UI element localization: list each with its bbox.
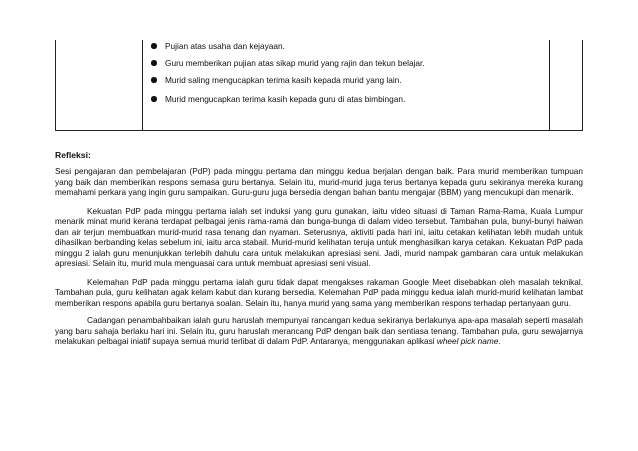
paragraph: Kekuatan PdP pada minggu pertama ialah set induksi yang guru gunakan, iaitu video situasi di Taman Rama-Rama, Kuala Lumpur menarik minat murid kerana terdapat pelbagai jenis rama-rama dan bunga-bunga di dalam video tersebut. Tambahan pula, bunyi-bunyi haiwan dan air terjun membuatkan murid-murid rasa tenang dan nyaman. Seterusnya, aktiviti pada hari ini, iaitu cetakan kelihatan lebih mudah untuk dihasilkan berbanding kelas sebelum ini, iaitu arca stabail. Murid-murid kelihatan teruja untuk menghasilkan karya cetakan. Kekuatan PdP pada minggu 2 ialah guru menunjukkan terlebih dahulu cara untuk melakukan apresiasi seni. Jadi, murid nampak gambaran cara untuk melakukan apresiasi. Selain itu, murid mula menguasai cara untuk membuat apresiasi seni visual. <box>55 206 583 268</box>
paragraph: Sesi pengajaran dan pembelajaran (PdP) pada minggu pertama dan minggu kedua berjalan dengan baik. Para murid memberikan tumpuan yang baik dan memberikan respons semasa guru bertanya. Selain itu, murid-murid juga terus bertanya kepada guru sekiranya mereka kurang memahami perkara yang ingin guru sampaikan. Guru-guru juga bersedia dengan bahan bantu mengajar (BBM) yang mencukupi dan menarik. <box>55 167 583 197</box>
app-name: wheel pick name <box>436 337 499 346</box>
list-item <box>151 75 541 85</box>
list-item <box>151 41 541 51</box>
paragraph <box>55 316 583 348</box>
reflection-body <box>55 167 583 356</box>
bullet-list <box>151 41 541 104</box>
table-column-right <box>549 40 582 130</box>
bullet-icon <box>151 77 157 83</box>
list-item-text: Murid mengucapkan terima kasih kepada guru di atas bimbingan. <box>165 94 406 104</box>
bullet-icon <box>151 96 157 102</box>
table-fragment <box>55 40 583 131</box>
paragraph: Kelemahan PdP pada minggu pertama ialah guru tidak dapat mengakses rakaman Google Meet disebabkan oleh masalah teknikal. Tambahan pula, guru kelihatan agak kelam kabut dan kurang bersedia. Kelemahan PdP pada minggu kedua ialah murid-murid kelihatan lambat memberikan respons apabila guru bertanya soalan. Selain itu, hanya murid yang sama yang memberikan respons terhadap pertanyaan guru. <box>55 277 583 308</box>
paragraph-text: Cadangan penambahbaikan ialah guru haruslah mempunyai rancangan kedua sekiranya berlakunya apa-apa masalah seperti masalah yang baru sahaja berlaku hari ini. Selain itu, guru haruslah merancang PdP dengan baik dan sentiasa tenang. Tambahan pula, guru sewajarnya melakukan pelbagai iniatif supaya semua murid terlibat di dalam PdP. Antaranya, menggunakan aplikasi <box>55 316 583 346</box>
list-item-text: Murid saling mengucapkan terima kasih kepada murid yang lain. <box>165 75 402 85</box>
list-item-text: Pujian atas usaha dan kejayaan. <box>165 41 285 51</box>
table-column-left <box>56 40 143 130</box>
section-heading: Refleksi: <box>55 150 91 160</box>
paragraph-end: . <box>498 337 501 346</box>
list-item <box>151 94 541 104</box>
list-item-text: Guru memberikan pujian atas sikap murid yang rajin dan tekun belajar. <box>165 58 425 68</box>
bullet-icon <box>151 60 157 66</box>
list-item <box>151 58 541 68</box>
bullet-icon <box>151 43 157 49</box>
